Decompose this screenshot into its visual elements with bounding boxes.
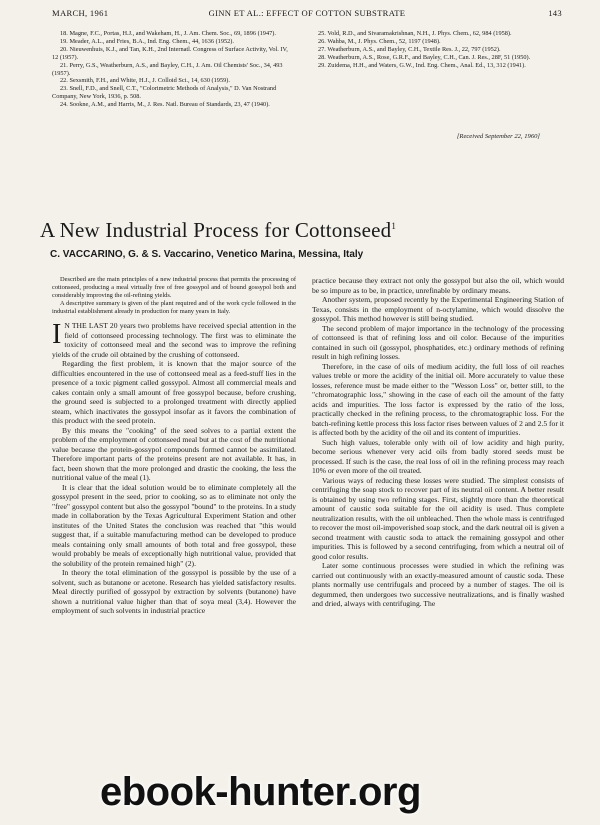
body-paragraph: The second problem of major importance in the technology of the processing of cottonseed is that of refining loss and oil color. Because of the impurities contained in such oil (gossypol, phosphatides, etc.) ordinary methods of refining result in high refining losses.	[312, 323, 564, 361]
header-date: MARCH, 1961	[52, 8, 109, 18]
reference-item: 29. Zuidema, H.H., and Waters, G.W., Ind. Eng. Chem., Anal. Ed., 13, 312 (1941).	[318, 61, 526, 69]
body-column-left	[52, 276, 296, 816]
abstract-paragraph: Described are the main principles of a new industrial process that permits the processing of cottonseed, producing a meal virtually free of free gossypol and of bound gossypol both and considerably improving the oil-refining yields.	[52, 276, 296, 300]
references-right	[310, 30, 565, 70]
header-running-title: GINN ET AL.: EFFECT OF COTTON SUBSTRATE	[208, 8, 406, 18]
reference-item: 27. Weatherburn, A.S., and Bayley, C.H., Textile Res. J., 22, 797 (1952).	[318, 45, 501, 53]
abstract-paragraph: A descriptive summary is given of the plant required and of the work cycle followed in the industrial establishment already in production for many years in Italy.	[52, 300, 296, 316]
body-paragraph: Another system, proposed recently by the Experimental Engineering Station of Texas, consists in the employment of n-octylamine, which would dissolve the gossypol. This method however is still being studied.	[312, 295, 564, 323]
reference-item: 21. Perry, G.S., Weatherburn, A.S., and Bayley, C.H., J. Am. Oil Chemists' Soc., 34, 493 (1957).	[52, 61, 283, 77]
body-paragraph: Various ways of reducing these losses were studied. The simplest consists of centrifuging the soap stock to recover part of its neutral oil content. A better result is obtained by using two refining stages. First, slightly more than the theoretical amount of caustic soda suitable for the oil acidity is used. Thus complete neutralization results, with the oil unbleached. Then the whole mass is centrifuged to recover the most oil-impoverished soap stock, and the dark neutral oil is given a second treatment with caustic soda to attack the remaining gossypol and other impurities. This is followed by a second centrifuging, from which a neutral oil of good color results.	[312, 475, 564, 561]
article-title-text: A New Industrial Process for Cottonseed	[40, 218, 392, 242]
body-paragraph: In theory the total elimination of the gossypol is possible by the use of a solvent, such as butanone or acetone. Research has yielded satisfactory results. Meal directly purified of gossypol by extraction by solvents (butanone) have shown a nutritional value higher than that of soya meal (3,4). However the employment of such solvents in industrial practice	[52, 568, 296, 616]
body-paragraph: Later some continuous processes were studied in which the refining was carried out continuously with an exactly-measured amount of caustic soda. These plants normally use centrifugals and proceed by a number of stages. The oil is degummed, then undergoes two successive neutralizations, and is finally washed and dried, always with centrifuging. The	[312, 561, 564, 608]
reference-item: 25. Vold, R.D., and Sivaramakrishnan, N.H., J. Phys. Chem., 62, 984 (1958).	[318, 30, 512, 37]
first-paragraph-text: N THE LAST 20 years two problems have received special attention in the field of cottonseed processing technology. The first was to eliminate the toxicity of cottonseed meal and the second was to improve the refining yields of the crude oil obtained by the crushing of cottonseed.	[52, 321, 296, 359]
body-paragraph: By this means the "cooking" of the seed solves to a partial extent the problem of the employment of cottonseed meal but at the cost of the nutritional value because the protein-gossypol compounds formed cannot be assimilated. Therefore important parts of the proteins present are not available. It has, in fact, been shown that the more prolonged and drastic the cooking, the less the nutritional value of the meal (1).	[52, 425, 296, 483]
running-header	[52, 8, 562, 22]
body-column-right	[312, 276, 564, 816]
body-paragraph: Therefore, in the case of oils of medium acidity, the full loss of oil reaches values treble or more the acidity of the initial oil. More accurately to value these losses, reference must be made either to the "Wesson Loss" or, better still, to the "chromatographic loss," showing in the case of each oil the amount of the fatty acids and impurities. The loss factor is expressed by the ratio of the loss, practically checked in the refining process, to the chromatographic loss. For the batch-refining kettle process this loss factor rises between values of 2 and 2.5 for it is affected both by the acidity of the oil and its content of impurities.	[312, 361, 564, 437]
reference-item: 26. Wahba, M., J. Phys. Chem., 52, 1197 (1948).	[318, 37, 441, 45]
body-paragraph: Such high values, tolerable only with oil of low acidity and high purity, become serious whenever very acid oils from badly stored seeds must be processed. If such is the case, the real loss of oil in the refining process may reach 10% or even more of the oil treated.	[312, 437, 564, 475]
title-footnote-mark: 1	[391, 221, 397, 231]
abstract	[52, 276, 296, 316]
references-left	[52, 30, 292, 109]
reference-item: 23. Snell, F.D., and Snell, C.T., "Colorimetric Methods of Analysis," D. Van Nostrand Company, New York, 1936, p. 508.	[52, 85, 277, 101]
received-date: [Received September 22, 1960]	[456, 133, 540, 140]
reference-item: 22. Sexsmith, F.H., and White, H.J., J. Colloid Sci., 14, 630 (1959).	[60, 77, 230, 85]
watermark: ebook-hunter.org	[100, 770, 421, 814]
reference-item: 19. Meader, A.L., and Fries, B.A., Ind. Eng. Chem., 44, 1636 (1952).	[60, 37, 234, 45]
article-title	[40, 218, 560, 243]
body-paragraph: It is clear that the ideal solution would be to eliminate completely all the gossypol present in the seed, prior to cooking, so as to eliminate not only the "free" gossypol content but also the gossypol "bound" to the proteins. In a study made in collaboration by the Texas Agricultural Experiment Station and other institutes of the United States the conclusion was reached that "this would suggest that, if a suitable manufacturing method can be developed to produce meals containing only small amounts of both total and free gossypol, these would probably be meals of exceptionally high nutritional value, provided that the solubility of the protein remained high" (2).	[52, 482, 296, 568]
body-paragraph: practice because they extract not only the gossypol but also the oil, which would be so impure as to be, in practice, unrefinable by ordinary means.	[312, 276, 564, 295]
body-paragraph	[52, 321, 296, 359]
drop-cap: I	[52, 319, 62, 351]
reference-item: 24. Sookne, A.M., and Harris, M., J. Res. Natl. Bureau of Standards, 23, 47 (1940).	[60, 101, 270, 109]
article-author: C. VACCARINO, G. & S. Vaccarino, Venetico Marina, Messina, Italy	[50, 249, 364, 260]
body-paragraph: Regarding the first problem, it is known that the major source of the difficulties encountered in the use of cottonseed meal as a feed-stuff lies in the presence of a toxic pigment called gossypol. Almost all commercial meals and cakes contain only a small amount of free gossypol because, before crushing, the ground seed is subjected to a prolonged treatment with directly applied steam, which inactivates the gossypol insofar as it favors the combination of this product with the seed protein.	[52, 359, 296, 426]
reference-item: 20. Nieuwenhuis, K.J., and Tan, K.H., 2nd Internatl. Congress of Surface Activity, Vol. IV, 12 (1957).	[52, 45, 288, 61]
reference-item: 18. Magne, F.C., Portas, H.J., and Wakeham, H., J. Am. Chem. Soc., 69, 1896 (1947).	[60, 30, 276, 37]
header-page-number: 143	[548, 8, 562, 18]
reference-item: 28. Weatherburn, A.S., Rose, G.R.F., and Bayley, C.H., Can. J. Res., 28F, 51 (1950).	[318, 53, 531, 61]
